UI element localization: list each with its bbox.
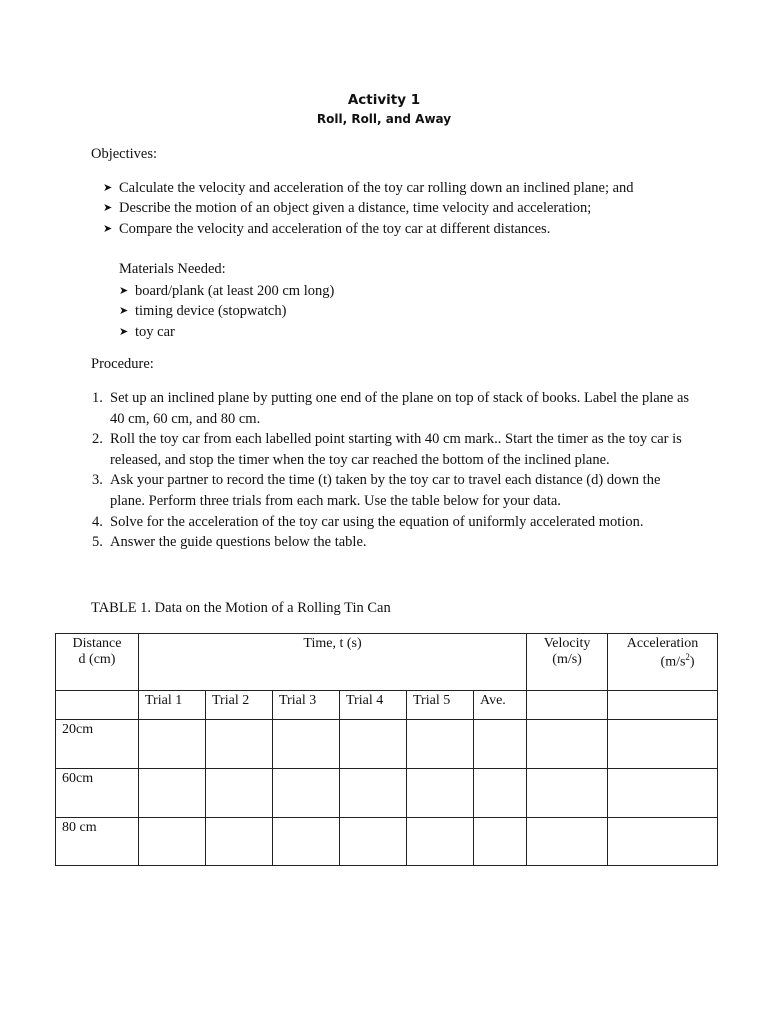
trial-header-cell: Trial 3 xyxy=(273,691,340,720)
objectives-list xyxy=(103,178,634,239)
objective-item xyxy=(103,219,634,239)
procedure-step: 1. Set up an inclined plane by putting one end of the plane on top of stack of books. Label the plane as 40 cm, 60 cm, and 80 cm. xyxy=(92,390,690,427)
procedure-list xyxy=(92,388,690,553)
arrow-bullet-icon: ➤ xyxy=(119,325,129,338)
table-row xyxy=(56,818,718,866)
table-row xyxy=(56,720,718,769)
velocity-header-cell xyxy=(527,634,608,691)
material-item xyxy=(119,281,334,301)
data-cell[interactable] xyxy=(206,818,273,866)
objective-text: Describe the motion of an object given a distance, time velocity and acceleration; xyxy=(119,200,592,217)
empty-cell xyxy=(608,691,718,720)
data-cell[interactable] xyxy=(608,720,718,769)
data-cell[interactable] xyxy=(474,769,527,818)
distance-header-unit: d (cm) xyxy=(78,652,116,667)
arrow-bullet-icon: ➤ xyxy=(103,222,113,235)
data-cell[interactable] xyxy=(340,720,407,769)
trial-header-cell: Trial 2 xyxy=(206,691,273,720)
data-cell[interactable] xyxy=(273,769,340,818)
acceleration-header-label: Acceleration xyxy=(626,636,699,651)
data-cell[interactable] xyxy=(608,818,718,866)
distance-header-cell xyxy=(56,634,139,691)
data-cell[interactable] xyxy=(340,818,407,866)
procedure-step-text: Set up an inclined plane by putting one end of the plane on top of stack of books. Label the plane as 40 cm, 60 cm, and 80 cm. xyxy=(110,390,690,427)
table-caption: TABLE 1. Data on the Motion of a Rolling Tin Can xyxy=(91,600,391,616)
table-row xyxy=(56,769,718,818)
activity-title: Activity 1 xyxy=(347,92,421,108)
material-text: toy car xyxy=(135,323,175,340)
distance-cell: 80 cm xyxy=(56,818,139,866)
material-text: board/plank (at least 200 cm long) xyxy=(135,283,335,299)
data-cell[interactable] xyxy=(407,769,474,818)
arrow-bullet-icon: ➤ xyxy=(103,202,113,215)
data-cell[interactable] xyxy=(206,769,273,818)
procedure-step: 5. Answer the guide questions below the table. xyxy=(92,534,367,551)
data-cell[interactable] xyxy=(139,720,206,769)
table-header-row xyxy=(56,634,718,691)
data-cell[interactable] xyxy=(527,818,608,866)
data-cell[interactable] xyxy=(273,818,340,866)
data-cell[interactable] xyxy=(407,720,474,769)
data-cell[interactable] xyxy=(407,818,474,866)
material-item xyxy=(119,322,334,342)
objective-text: Calculate the velocity and acceleration of the toy car rolling down an inclined plane; and xyxy=(119,180,634,196)
procedure-step-text: Solve for the acceleration of the toy car using the equation of uniformly accelerated motion. xyxy=(110,513,644,530)
time-header-cell xyxy=(139,634,527,691)
data-cell[interactable] xyxy=(139,769,206,818)
distance-header-label: Distance xyxy=(72,636,122,651)
procedure-step-text: Answer the guide questions below the table. xyxy=(110,534,367,551)
empty-cell xyxy=(56,691,139,720)
data-cell[interactable] xyxy=(273,720,340,769)
arrow-bullet-icon: ➤ xyxy=(119,285,129,297)
procedure-step-text: Ask your partner to record the time (t) taken by the toy car to travel each distance (d) down the plane. Perform three trials from each mark. Use the table below for your data. xyxy=(110,472,661,509)
time-header-label: Time, t (s) xyxy=(303,636,362,651)
procedure-heading: Procedure: xyxy=(91,356,154,372)
materials-list xyxy=(119,281,334,342)
empty-cell xyxy=(527,691,608,720)
velocity-header-unit: (m/s) xyxy=(552,652,582,667)
data-cell[interactable] xyxy=(206,720,273,769)
material-item xyxy=(119,301,334,321)
objectives-heading: Objectives: xyxy=(91,146,158,162)
distance-cell: 60cm xyxy=(56,769,139,818)
activity-subtitle: Roll, Roll, and Away xyxy=(316,112,452,126)
trial-header-cell: Trial 1 xyxy=(139,691,206,720)
data-cell[interactable] xyxy=(474,818,527,866)
trial-header-row xyxy=(56,691,718,720)
data-cell[interactable] xyxy=(139,818,206,866)
arrow-bullet-icon: ➤ xyxy=(119,305,129,318)
objective-item xyxy=(103,178,634,198)
velocity-header-label: Velocity xyxy=(543,636,591,651)
data-cell[interactable] xyxy=(474,720,527,769)
procedure-step: 2. Roll the toy car from each labelled point starting with 40 cm mark.. Start the timer as the toy car is released, and stop the timer when the toy car reached the bottom of the inclined plane. xyxy=(92,431,682,468)
average-header-cell: Ave. xyxy=(474,691,527,720)
objective-text: Compare the velocity and acceleration of the toy car at different distances. xyxy=(119,220,551,237)
distance-cell: 20cm xyxy=(56,720,139,769)
acceleration-header-cell xyxy=(608,634,718,691)
acceleration-header-unit: $(m/s^2)$ xyxy=(660,652,695,670)
data-table xyxy=(55,633,718,866)
data-cell[interactable] xyxy=(340,769,407,818)
procedure-step: 3. Ask your partner to record the time (t) taken by the toy car to travel each distance (d) down the plane. Perform three trials from each mark. Use the table below for your data. xyxy=(92,472,661,509)
data-cell[interactable] xyxy=(527,769,608,818)
procedure-step-text: Roll the toy car from each labelled point starting with 40 cm mark.. Start the timer as the toy car is released, and stop the timer when the toy car reached the bottom of the inclined plane. xyxy=(110,431,682,468)
objective-item xyxy=(103,198,634,218)
procedure-step: 4. Solve for the acceleration of the toy car using the equation of uniformly accelerated motion. xyxy=(92,513,644,530)
data-cell[interactable] xyxy=(527,720,608,769)
trial-header-cell: Trial 5 xyxy=(407,691,474,720)
materials-heading: Materials Needed: xyxy=(119,261,226,277)
material-text: timing device (stopwatch) xyxy=(135,303,287,320)
arrow-bullet-icon: ➤ xyxy=(103,182,113,194)
trial-header-cell: Trial 4 xyxy=(340,691,407,720)
data-cell[interactable] xyxy=(608,769,718,818)
